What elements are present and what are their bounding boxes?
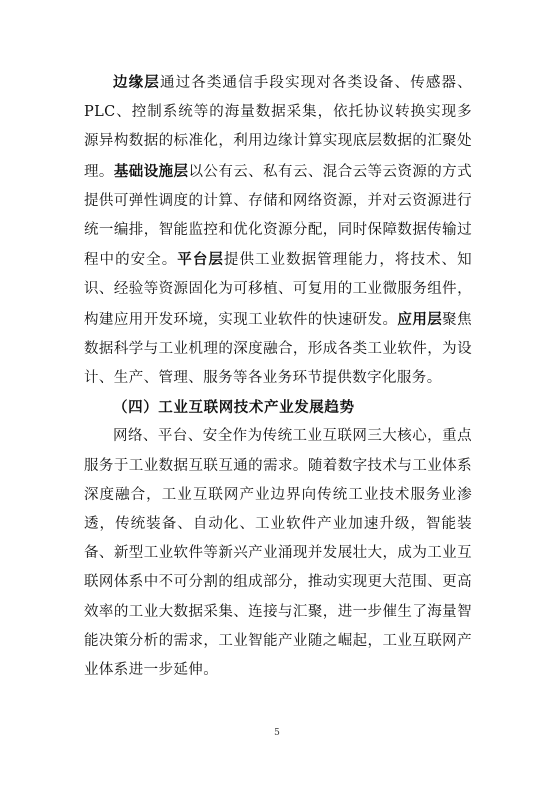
term-infrastructure-layer: 基础设施层 [113,162,189,180]
text-edge-layer: 通过各类通信手段实现对各类设备、传感器、PLC、控制系统等的海量数据采集，依托协议转换实现多源异构数据的标准化，利用边缘计算实现底层数据的汇聚处理。 [84,75,473,180]
page-content [84,68,472,685]
paragraph-architecture-layers [84,68,472,393]
page-number: 5 [274,728,280,738]
text-infrastructure-layer: 以公有云、私有云、混合云等云资源的方式提供可弹性调度的计算、存储和网络资源，并对云资源进行统一编排，智能监控和优化资源分配，同时保障数据传输过程中的安全。 [84,163,472,269]
paragraph-industry-trends: 网络、平台、安全作为传统工业互联网三大核心，重点服务于工业数据互联互通的需求。随着数字技术与工业体系深度融合，工业互联网产业边界向传统工业技术服务业渗透，传统装备、自动化、工业软件产业加速升级，智能装备、新型工业软件等新兴产业涌现并发展壮大，成为工业互联网体系中不可分割的组成部分，推动实现更大范围、更高效率的工业大数据采集、连接与汇聚，进一步催生了海量智能决策分析的需求，工业智能产业随之崛起，工业互联网产业体系进一步延伸。 [84,428,472,679]
term-edge-layer: 边缘层 [113,74,160,91]
text-platform-layer: 提供工业数据管理能力，将技术、知识、经验等资源固化为可移植、可复用的工业微服务组件，构建应用开发环境，实现工业软件的快速研发。 [84,252,472,328]
term-application-layer: 应用层 [397,310,443,328]
section-heading: （四）工业互联网技术产业发展趋势 [113,399,355,417]
term-platform-layer: 平台层 [177,251,224,269]
text-application-layer: 聚焦数据科学与工业机理的深度融合，形成各类工业软件，为设计、生产、管理、服务等各业务环节提供数字化服务。 [84,311,472,387]
